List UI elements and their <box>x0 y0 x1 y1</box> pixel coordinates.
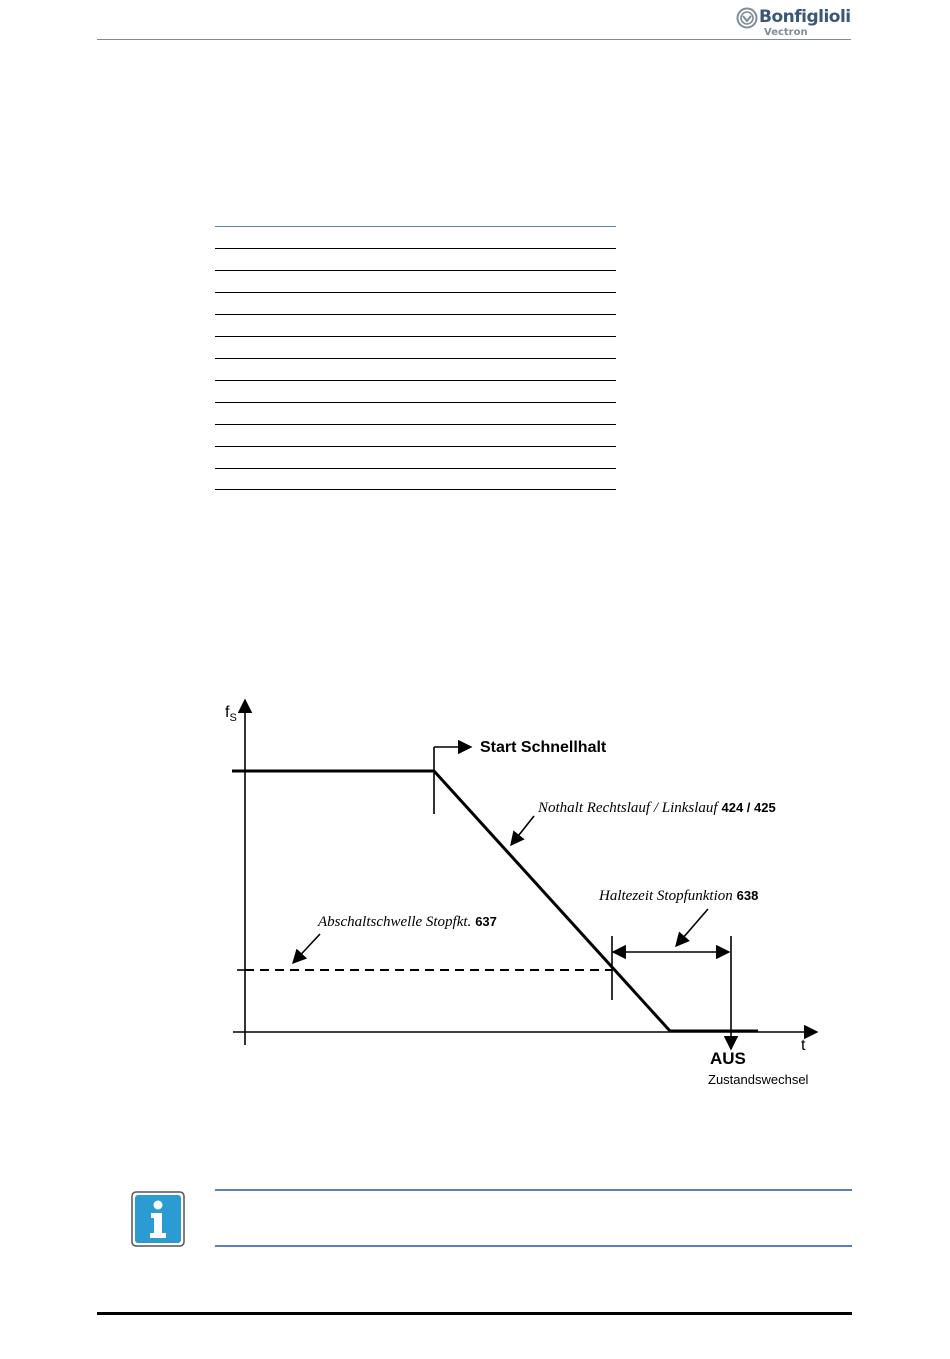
end-state-label: AUS <box>710 1049 746 1068</box>
table-row-rule <box>215 314 616 315</box>
footer-rule <box>97 1312 852 1315</box>
table-row-rule <box>215 468 616 469</box>
table-row-rule <box>215 424 616 425</box>
threshold-label <box>318 914 497 930</box>
table-row-rule <box>215 336 616 337</box>
hold-time-label-number: 638 <box>736 888 759 903</box>
table-row-rule <box>215 402 616 403</box>
threshold-label-text: Abschaltschwelle Stopfkt. <box>318 914 472 930</box>
y-axis-subscript: S <box>229 712 237 724</box>
table-row-rule <box>215 380 616 381</box>
note-top-rule <box>215 1189 852 1191</box>
threshold-label-arrow <box>293 934 320 963</box>
ramp-label-arrow <box>511 816 534 845</box>
stop-function-diagram <box>200 690 840 1100</box>
logo-wordmark: Bonfiglioli <box>759 7 851 27</box>
header-rule <box>97 39 851 40</box>
table-row-rule <box>215 270 616 271</box>
hold-time-label-text: Haltezeit Stopfunktion <box>599 888 733 904</box>
table-row-rule <box>215 489 616 490</box>
end-state-sublabel: Zustandswechsel <box>708 1072 809 1087</box>
table-row-rule <box>215 358 616 359</box>
info-icon <box>131 1191 185 1247</box>
table-row-rule <box>215 226 616 227</box>
parameter-table <box>215 226 616 492</box>
x-axis-label: t <box>801 1037 806 1054</box>
threshold-label-number: 637 <box>475 914 497 929</box>
ramp-label-number: 424 / 425 <box>721 800 776 815</box>
hold-time-label <box>599 888 758 904</box>
start-quick-stop-label: Start Schnellhalt <box>480 739 607 756</box>
ramp-label <box>538 800 776 816</box>
ramp-label-text: Nothalt Rechtslauf / Linkslauf <box>538 800 718 816</box>
bonfiglioli-gear-icon <box>736 7 758 29</box>
table-row-rule <box>215 446 616 447</box>
hold-time-label-arrow <box>676 909 708 946</box>
table-row-rule <box>215 248 616 249</box>
y-axis-label: $f_S$ <box>225 704 237 724</box>
bonfiglioli-logo <box>736 4 854 40</box>
table-row-rule <box>215 292 616 293</box>
note-bottom-rule <box>215 1245 852 1247</box>
logo-subtitle: Vectron <box>764 27 808 38</box>
